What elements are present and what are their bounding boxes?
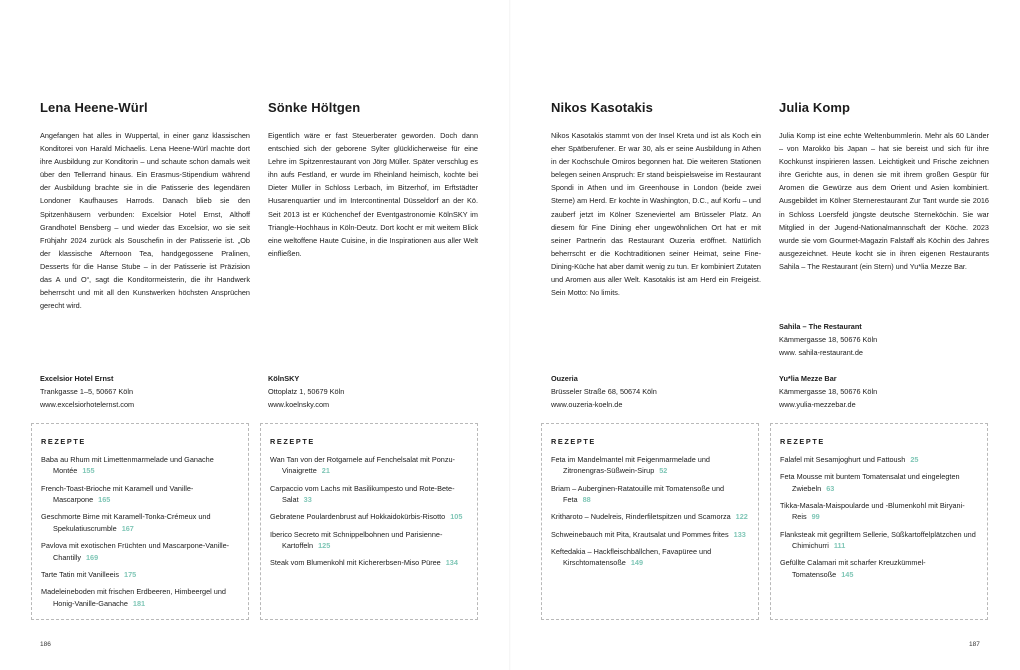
- recipe-item: [41, 586, 238, 609]
- chef-name: Lena Heene-Würl: [40, 100, 148, 115]
- recipes-box: [31, 423, 249, 620]
- recipe-page-number: 169: [85, 552, 99, 562]
- recipe-title: Briam – Auberginen-Ratatouille mit Tomatensoße und Feta: [551, 483, 725, 505]
- recipe-title: Flanksteak mit gegrilltem Sellerie, Süßkartoffelplätzchen und Chimichurri: [780, 529, 976, 551]
- recipe-page-number: 125: [318, 541, 331, 551]
- restaurant-street: Trankgasse 1–5, 50667 Köln: [40, 387, 134, 397]
- recipe-page-number: 21: [321, 466, 330, 476]
- restaurant-name: Yu*lia Mezze Bar: [779, 374, 837, 383]
- recipe-title: Iberico Secreto mit Schnippelbohnen und Parisienne-Kartoffeln: [270, 529, 443, 551]
- recipe-page-number: 111: [833, 541, 846, 551]
- recipe-title: Feta Mousse mit buntem Tomatensalat und eingelegten Zwiebeln: [780, 472, 960, 493]
- recipe-title: Steak vom Blumenkohl mit Kichererbsen-Miso Püree: [270, 558, 441, 568]
- recipe-page-number: 134: [445, 558, 458, 568]
- restaurant-street: Kämmergasse 18, 50676 Köln: [779, 387, 878, 397]
- recipe-title: Geschmorte Birne mit Karamell-Tonka-Crémeux und Spekulatiuscrumble: [41, 512, 211, 533]
- recipe-page-number: 33: [303, 495, 312, 505]
- recipe-item: [270, 511, 467, 522]
- recipe-title: Gebratene Poulardenbrust auf Hokkaidokürbis-Risotto: [270, 512, 446, 522]
- recipe-item: [41, 540, 238, 563]
- recipe-item: [270, 483, 467, 506]
- recipes-box: [770, 423, 988, 620]
- recipe-title: Carpaccio vom Lachs mit Basilikumpesto und Rote-Bete-Salat: [270, 483, 455, 505]
- recipe-item: [41, 483, 238, 506]
- page-number-right: 187: [969, 641, 980, 648]
- chef-bio: Julia Komp ist eine echte Weltenbummlerin. Mehr als 60 Länder – von Marokko bis Japan – hat sie bereist und sich für ihre Kochkunst inspirieren lassen. Leichtigkeit und Frische zeichnen ihre Gerichte aus, in denen sie mit ihrem großen Gespür für Aromen die Gewürze aus dem Orient und Asien kombiniert. Ausgebildet im Kölner Sternerestaurant Zur Tant wurde sie 2016 in Schloss Loersfeld jüngste deutsche Sterneköchin. Sie war Mitglied in der Jugend-Nationalmannschaft der Köche. 2023 wurde sie vom Gourmet-Magazin Falstaff als Köchin des Jahres ausgezeichnet. Heute kocht sie in ihren eigenen Restaurants Sahila – The Restaurant (ein Stern) und Yu*lia Mezze Bar.: [779, 131, 989, 271]
- recipe-title: Keftedakia – Hackfleischbällchen, Favapüree und Kirschtomatensoße: [551, 547, 712, 568]
- recipe-title: Kritharoto – Nudelreis, Rinderfiletspitzen und Scamorza: [551, 512, 731, 522]
- restaurant-name: Ouzeria: [551, 374, 578, 383]
- chef-column-soenke: [268, 100, 478, 260]
- recipe-title: Baba au Rhum mit Limettenmarmelade und Ganache Montée: [41, 455, 214, 476]
- recipe-list: [41, 454, 238, 609]
- recipe-page-number: 167: [121, 523, 134, 533]
- recipes-box: [541, 423, 759, 620]
- recipe-title: Madeleineboden mit frischen Erdbeeren, Himbeergel und Honig-Vanille-Ganache: [41, 587, 226, 608]
- restaurant-name: KölnSKY: [268, 374, 300, 383]
- recipe-item: [41, 569, 238, 580]
- restaurant-name: Sahila – The Restaurant: [779, 322, 862, 331]
- recipe-page-number: 145: [841, 569, 854, 579]
- recipes-box: [260, 423, 478, 620]
- recipes-heading: REZEPTE: [780, 437, 825, 446]
- recipe-item: [780, 471, 977, 494]
- recipe-item: [41, 511, 238, 534]
- recipe-list: [780, 454, 977, 580]
- recipe-title: Tikka-Masala-Maispoularde und -Blumenkohl mit Biryani-Reis: [780, 501, 965, 522]
- recipe-page-number: 63: [826, 483, 835, 493]
- recipes-heading: REZEPTE: [41, 437, 86, 446]
- recipe-page-number: 122: [735, 512, 748, 522]
- recipe-page-number: 105: [450, 512, 463, 522]
- recipe-page-number: 181: [132, 598, 146, 608]
- recipe-title: Feta im Mandelmantel mit Feigenmarmelade und Zitronengras-Süßwein-Sirup: [551, 455, 710, 476]
- restaurant-address: [268, 372, 478, 411]
- restaurant-address: [779, 372, 989, 411]
- recipe-title: Tarte Tatin mit Vanilleeis: [41, 569, 120, 579]
- restaurant-street: Brüsseler Straße 68, 50674 Köln: [551, 387, 657, 397]
- recipe-item: [270, 454, 467, 477]
- recipe-page-number: 155: [82, 466, 95, 476]
- chef-column-nikos: [551, 100, 761, 299]
- recipe-item: [551, 511, 748, 522]
- recipe-item: [551, 529, 748, 540]
- recipe-page-number: 99: [811, 512, 820, 522]
- recipe-item: [780, 529, 977, 552]
- restaurant-street: Kämmergasse 18, 50676 Köln: [779, 335, 878, 345]
- restaurant-website: www.excelsiorhotelernst.com: [40, 400, 135, 410]
- recipe-item: [41, 454, 238, 477]
- recipe-title: Falafel mit Sesamjoghurt und Fattoush: [780, 455, 906, 464]
- recipe-item: [780, 500, 977, 523]
- recipe-title: French-Toast-Brioche mit Karamell und Vanille-Mascarpone: [41, 483, 194, 505]
- recipe-page-number: 25: [910, 455, 919, 464]
- recipe-title: Gefüllte Calamari mit scharfer Kreuzkümmel-Tomatensoße: [780, 558, 926, 579]
- restaurant-website: www.yulia-mezzebar.de: [779, 400, 856, 410]
- recipe-item: [270, 529, 467, 552]
- chef-name: Nikos Kasotakis: [551, 100, 653, 115]
- chef-bio: Eigentlich wäre er fast Steuerberater geworden. Doch dann entschied sich der geborene Sylter glücklicherweise für eine Lehre im Spitzenrestaurant von Jörg Müller. Später verschlug es ihn aufs Festland, er wurde im Rheinland heimisch, kochte bei Dieter Müller in Schloss Lerbach, im Bitzerhof, im Erftstädter Husarenquartier und im Intercontinental Düsseldorf an der Kö. Seit 2013 ist er Küchenchef der Eventgastronomie KölnSKY im Triangle-Hochhaus in Köln-Deutz. Dort kocht er mit weitem Blick eine weltoffene Haute Cuisine, in die Inspirationen aus aller Welt einfließen.: [268, 131, 478, 258]
- restaurant-website: www.ouzeria-koeln.de: [551, 400, 623, 410]
- page-number-left: 186: [40, 641, 51, 648]
- recipe-list: [270, 454, 467, 569]
- recipe-title: Wan Tan von der Rotgarnele auf Fenchelsalat mit Ponzu-Vinaigrette: [270, 455, 455, 476]
- chef-column-julia: [779, 100, 989, 273]
- restaurant-address: [551, 372, 761, 411]
- restaurant-website: www. sahila-restaurant.de: [779, 348, 863, 358]
- recipe-item: [551, 483, 748, 506]
- recipe-page-number: 149: [630, 558, 644, 568]
- restaurant-website: www.koelnsky.com: [268, 400, 330, 410]
- restaurant-address-sahila: [779, 320, 989, 359]
- recipe-item: [780, 454, 977, 465]
- restaurant-address: [40, 372, 250, 411]
- chef-name: Sönke Höltgen: [268, 100, 361, 115]
- recipe-page-number: 165: [98, 495, 111, 505]
- page-gutter: [509, 0, 511, 670]
- recipe-item: [551, 454, 748, 477]
- recipe-item: [780, 557, 977, 580]
- chef-column-lena: [40, 100, 250, 312]
- recipe-title: Schweinebauch mit Pita, Krautsalat und Pommes frites: [551, 529, 729, 539]
- recipe-title: Pavlova mit exotischen Früchten und Mascarpone-Vanille-Chantilly: [41, 541, 230, 562]
- recipe-item: [551, 546, 748, 569]
- chef-bio: Nikos Kasotakis stammt von der Insel Kreta und ist als Koch ein eher Spätberufener. Er war 30, als er seine Ausbildung in Athen in der Kochschule Omiros begonnen hat. Die weiteren Stationen belegen seinen Anspruch: Er stand beispielsweise im Restaurant Spondi in Athen und im Greenhouse in London (beide zwei Sterne) am Herd. Er kochte in Washington, D.C., auf Korfu – und zauberf jetzt im Kölner Szeneviertel am Brüsseler Platz. An diesem für Fine Dining eher ungewöhnlichen Ort hat er mit seiner Partnerin das Restaurant Ouzeria eröffnet. Natürlich beherrscht er die Kochtraditionen seiner Heimat, seine Fine-Dining-Küche hat aber damit wenig zu tun. Er kombiniert Zutaten und Aromen aus aller Welt. Kasotakis ist am Herd ein Freigeist. Sein Motto: No limits.: [551, 131, 761, 298]
- recipes-heading: REZEPTE: [270, 437, 315, 446]
- recipe-page-number: 133: [733, 529, 746, 539]
- recipes-heading: REZEPTE: [551, 437, 596, 446]
- restaurant-name: Excelsior Hotel Ernst: [40, 374, 114, 383]
- recipe-list: [551, 454, 748, 569]
- recipe-page-number: 52: [659, 466, 668, 476]
- recipe-page-number: 175: [124, 569, 137, 579]
- chef-bio: Angefangen hat alles in Wuppertal, in einer ganz klassischen Konditorei von Harald Michaelis. Lena Heene-Würl machte dort ihre Ausbildung zur Konditorin – und schaute schon damals weit über den Tellerrand hinaus. Ein Erasmus-Stipendium während der Ausbildung brachte sie in die Patisserie des legendären Londoner Kaufhauses Harrods. Danach blieb sie den Spitzenhäusern verbunden: Excelsior Hotel Ernst, Althoff Grandhotel Bensberg – und wieder das Excelsior, wo sie seit Frühjahr 2024 zurück als Souschefin in der Patisserie ist. „Ob der klassische Afternoon Tea, handgegossene Pralinen, Desserts für die Hanse Stube – in der Patisserie ist Präzision das A und O“, sagt die Konditormeisterin, die ihr Handwerk beherrscht und mit all den Kunstwerken höchsten Ansprüchen gerecht wird.: [40, 131, 250, 311]
- recipe-page-number: 88: [582, 495, 591, 505]
- chef-name: Julia Komp: [779, 100, 851, 115]
- restaurant-street: Ottoplatz 1, 50679 Köln: [268, 387, 345, 397]
- recipe-item: [270, 557, 467, 568]
